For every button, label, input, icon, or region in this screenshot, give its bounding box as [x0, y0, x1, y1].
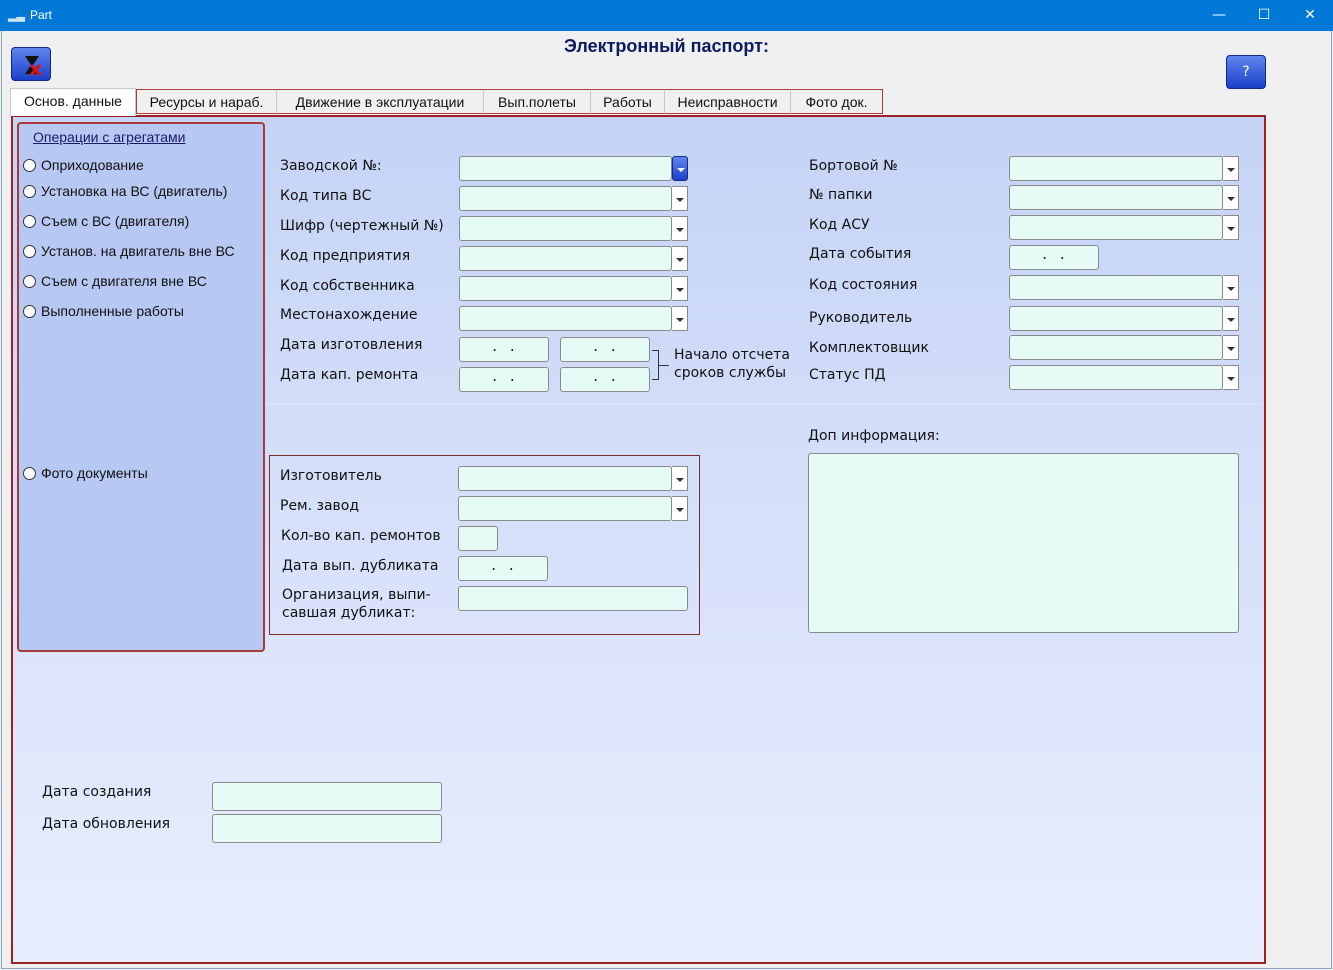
- drawing-code-field[interactable]: [459, 216, 672, 241]
- manufacturer-dropdown-button[interactable]: [672, 466, 688, 491]
- manager-field[interactable]: [1009, 306, 1223, 331]
- location-dropdown-button[interactable]: [672, 306, 688, 331]
- board-no-field[interactable]: [1009, 156, 1223, 181]
- manufacturer-label: Изготовитель: [280, 468, 382, 484]
- enterprise-code-label: Код предприятия: [280, 248, 411, 264]
- help-button[interactable]: ?: [1226, 55, 1266, 89]
- repair-plant-label: Рем. завод: [280, 498, 360, 514]
- asu-code-label: Код АСУ: [809, 217, 870, 233]
- updated-date-field[interactable]: [212, 814, 442, 843]
- serial-no-dropdown-button[interactable]: [672, 156, 688, 181]
- location-field[interactable]: [459, 306, 672, 331]
- extra-info-textarea[interactable]: [808, 453, 1239, 633]
- overhaul-count-label: Кол-во кап. ремонтов: [281, 528, 441, 544]
- duplicate-date-field[interactable]: . .: [458, 556, 548, 581]
- radio-completed-works[interactable]: [23, 305, 36, 318]
- radio-remove-aircraft[interactable]: [23, 215, 36, 228]
- folder-no-label: № папки: [809, 187, 873, 203]
- radio-install-aircraft[interactable]: [23, 185, 36, 198]
- event-date-field[interactable]: . .: [1009, 245, 1099, 270]
- manufacture-date-label: Дата изготовления: [280, 337, 423, 353]
- updated-date-label: Дата обновления: [42, 816, 171, 832]
- tab-movement[interactable]: Движение в эксплуатации: [277, 89, 484, 114]
- manufacturer-field[interactable]: [458, 466, 672, 491]
- app-icon: ▂▃: [8, 9, 25, 22]
- radio-label: Установ. на двигатель вне ВС: [41, 243, 235, 259]
- overhaul-count-field[interactable]: [458, 526, 498, 551]
- radio-label: Оприходование: [41, 157, 144, 173]
- service-start-note: сроков службы: [674, 365, 787, 381]
- owner-code-label: Код собственника: [280, 278, 415, 294]
- minimize-button[interactable]: —: [1212, 7, 1226, 23]
- bracket: [652, 350, 659, 380]
- drawing-code-dropdown-button[interactable]: [672, 216, 688, 241]
- tab-resources[interactable]: Ресурсы и нараб.: [136, 89, 277, 114]
- window-title: Part: [30, 8, 53, 22]
- radio-label: Съем с двигателя вне ВС: [41, 273, 207, 289]
- state-code-label: Код состояния: [809, 277, 918, 293]
- serial-no-label: Заводской №:: [280, 158, 382, 174]
- manufacture-date-field[interactable]: . .: [459, 337, 549, 362]
- board-no-dropdown-button[interactable]: [1223, 156, 1239, 181]
- service-start-note: Начало отсчета: [674, 347, 790, 363]
- duplicate-org-label: савшая дубликат:: [282, 605, 416, 621]
- repair-plant-dropdown-button[interactable]: [672, 496, 688, 521]
- assembler-field[interactable]: [1009, 335, 1223, 360]
- board-no-label: Бортовой №: [809, 158, 898, 174]
- radio-label: Фото документы: [41, 465, 148, 481]
- pd-status-dropdown-button[interactable]: [1223, 365, 1239, 390]
- overhaul-date-field[interactable]: . .: [459, 367, 549, 392]
- assembler-dropdown-button[interactable]: [1223, 335, 1239, 360]
- pd-status-label: Статус ПД: [809, 367, 886, 383]
- page-title: Электронный паспорт:: [564, 36, 769, 56]
- divider: [266, 403, 1261, 404]
- aircraft-type-code-field[interactable]: [459, 186, 672, 211]
- repair-plant-field[interactable]: [458, 496, 672, 521]
- operations-group: [17, 122, 265, 652]
- tab-flights[interactable]: Вып.полеты: [484, 89, 591, 114]
- state-code-dropdown-button[interactable]: [1223, 275, 1239, 300]
- extra-info-label: Доп информация:: [808, 428, 940, 444]
- manager-label: Руководитель: [809, 310, 913, 326]
- window-titlebar: [0, 0, 1333, 31]
- tab-photo-docs[interactable]: Фото док.: [791, 89, 883, 114]
- folder-no-dropdown-button[interactable]: [1223, 185, 1239, 210]
- duplicate-org-field[interactable]: [458, 586, 688, 611]
- duplicate-org-label: Организация, выпи-: [282, 587, 431, 603]
- radio-label: Выполненные работы: [41, 303, 184, 319]
- owner-code-dropdown-button[interactable]: [672, 276, 688, 301]
- drawing-code-label: Шифр (чертежный №): [280, 218, 444, 234]
- radio-label: Установка на ВС (двигатель): [41, 183, 228, 199]
- overhaul-date-label: Дата кап. ремонта: [280, 367, 419, 383]
- radio-photo-documents[interactable]: [23, 467, 36, 480]
- bracket-tick: [659, 365, 669, 366]
- state-code-field[interactable]: [1009, 275, 1223, 300]
- manufacture-service-start-field[interactable]: . .: [560, 337, 650, 362]
- tab-works[interactable]: Работы: [591, 89, 665, 114]
- folder-no-field[interactable]: [1009, 185, 1223, 210]
- enterprise-code-dropdown-button[interactable]: [672, 246, 688, 271]
- overhaul-service-start-field[interactable]: . .: [560, 367, 650, 392]
- enterprise-code-field[interactable]: [459, 246, 672, 271]
- created-date-field[interactable]: [212, 782, 442, 811]
- pd-status-field[interactable]: [1009, 365, 1223, 390]
- radio-receipt[interactable]: [23, 159, 36, 172]
- aircraft-type-code-dropdown-button[interactable]: [672, 186, 688, 211]
- radio-install-engine[interactable]: [23, 245, 36, 258]
- close-button[interactable]: ✕: [1304, 7, 1316, 23]
- tab-main-data[interactable]: Основ. данные: [10, 88, 136, 116]
- operations-title: Операции с агрегатами: [33, 129, 186, 145]
- aircraft-type-code-label: Код типа ВС: [280, 188, 372, 204]
- duplicate-date-label: Дата вып. дубликата: [282, 558, 439, 574]
- location-label: Местонахождение: [280, 307, 418, 323]
- manager-dropdown-button[interactable]: [1223, 306, 1239, 331]
- owner-code-field[interactable]: [459, 276, 672, 301]
- created-date-label: Дата создания: [42, 784, 152, 800]
- assembler-label: Комплектовщик: [809, 340, 929, 356]
- exit-button[interactable]: [11, 47, 51, 81]
- tab-faults[interactable]: Неисправности: [665, 89, 791, 114]
- serial-no-field[interactable]: [459, 156, 672, 181]
- exit-icon: [12, 48, 52, 82]
- asu-code-field[interactable]: [1009, 215, 1223, 240]
- asu-code-dropdown-button[interactable]: [1223, 215, 1239, 240]
- maximize-button[interactable]: ☐: [1257, 7, 1271, 23]
- radio-remove-engine[interactable]: [23, 275, 36, 288]
- radio-label: Съем с ВС (двигателя): [41, 213, 190, 229]
- event-date-label: Дата события: [809, 246, 912, 262]
